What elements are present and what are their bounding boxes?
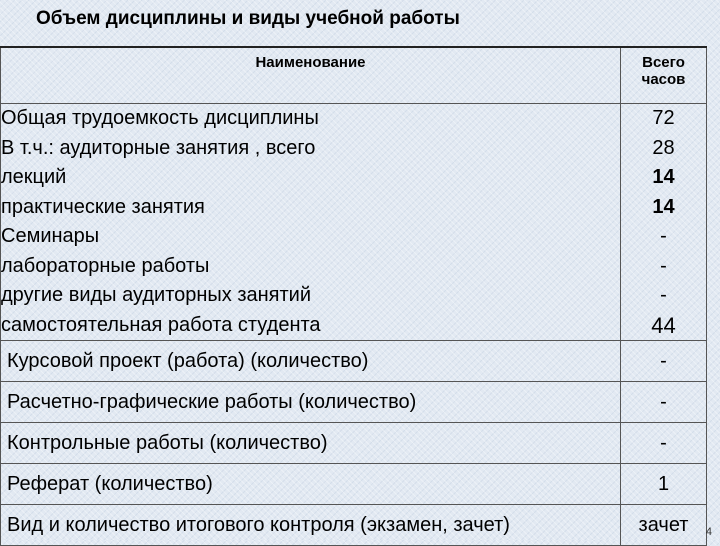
row-name: Реферат (количество): [1, 464, 621, 505]
workload-table: [0, 46, 707, 546]
page-title: Объем дисциплины и виды учебной работы: [36, 8, 460, 29]
row-value: зачет: [621, 505, 707, 546]
row-value: 14: [652, 166, 675, 188]
header-hours-line2: часов: [641, 71, 686, 88]
row-name: самостоятельная работа студента: [1, 313, 321, 336]
row-value: 28: [652, 136, 675, 159]
table-row: [1, 505, 707, 546]
row-value: -: [621, 382, 707, 423]
row-value: -: [660, 284, 667, 306]
row-name: лекций: [1, 166, 67, 188]
table-row-group: [1, 104, 707, 341]
row-name: Вид и количество итогового контроля (экзамен, зачет): [1, 505, 621, 546]
row-name: Курсовой проект (работа) (количество): [1, 341, 621, 382]
row-name: В т.ч.: аудиторные занятия , всего: [1, 136, 316, 159]
row-value: 72: [652, 107, 675, 129]
group-values-cell: [621, 104, 707, 341]
table-row: [1, 382, 707, 423]
row-value: 44: [651, 312, 676, 338]
row-value: -: [621, 341, 707, 382]
row-value: -: [660, 254, 667, 277]
row-name: Контрольные работы (количество): [1, 423, 621, 464]
row-name: другие виды аудиторных занятий: [1, 284, 312, 306]
row-name: лабораторные работы: [1, 254, 210, 277]
row-value: -: [621, 423, 707, 464]
table-row: [1, 341, 707, 382]
row-name: Расчетно-графические работы (количество): [1, 382, 621, 423]
header-hours-line1: Всего: [642, 54, 685, 71]
row-value: 14: [652, 195, 675, 218]
page-number: 4: [705, 526, 712, 538]
table-row: [1, 464, 707, 505]
row-name: Семинары: [1, 225, 100, 247]
row-name: практические занятия: [1, 195, 205, 218]
table-row: [1, 423, 707, 464]
table-header: [1, 47, 707, 104]
header-hours: [621, 47, 707, 104]
row-value: 1: [621, 464, 707, 505]
header-name: Наименование: [1, 47, 621, 104]
group-names-cell: [1, 104, 621, 341]
row-name: Общая трудоемкость дисциплины: [1, 107, 319, 129]
row-value: -: [660, 225, 667, 247]
